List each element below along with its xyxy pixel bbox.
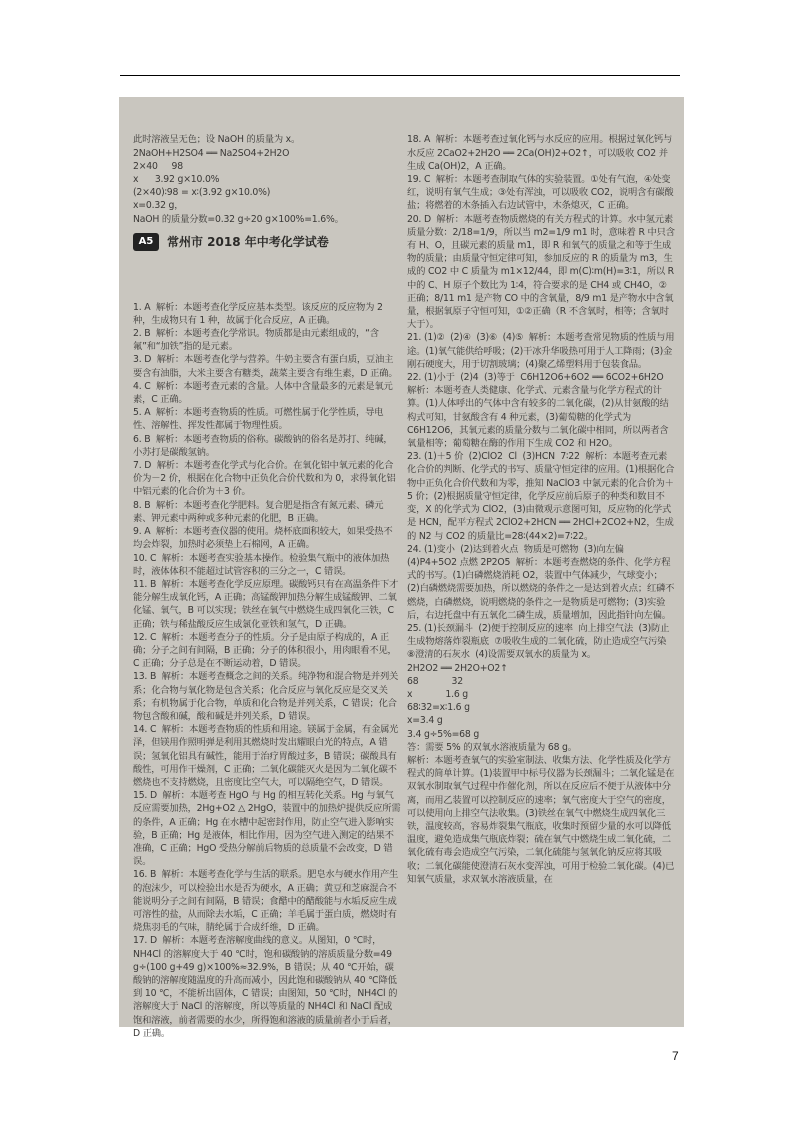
section-title: 常州市 2018 年中考化学试卷: [167, 235, 329, 249]
left-column-answers: 1. A 解析：本题考查化学反应基本类型。该反应的反应物为 2 种，生成物只有 1 种，故属于化合反应，A 正确。 2. B 解析：本题考查化学常识。物质都是由元素组成的，“含氟”和“加铁”指的是元素。 3. D 解析：本题考查化学与营养。牛奶主要含有蛋白质，豆油主要含有油脂，大米主要含有糖类，蔬菜主要含有维生素，D 正确。 4. C 解析：本题考查元素的含量。人体中含量最多的元素是氧元素，C 正确。 5. A 解析：本题考查物质的性质。可燃性属于化学性质，导电性、溶解性、挥发性都属于物理性质。 6. B 解析：本题考查物质的俗称。碳酸钠的俗名是苏打、纯碱，小苏打是碳酸氢钠。 7. D 解析：本题考查化学式与化合价。在氧化铝中氧元素的化合价为－2 价，根据在化合物中正负化合价代数和为 0，求得氧化铝中铝元素的化合价为＋3 价。 8. B 解析：本题考查化学肥料。复合肥是指含有氮元素、磷元素、钾元素中两种或多种元素的化肥，B 正确。 9. A 解析：本题考查仪器的使用。烧杯底面积较大，如果受热不均会炸裂，加热时必须垫上石棉网，A 正确。 10. C 解析：本题考查实验基本操作。检验集气瓶中的液体加热时，液体体积不能超过试管容积的三分之一，C 错误。 11. B 解析：本题考查化学反应原理。碳酸钙只有在高温条件下才能分解生成氧化钙，A 正确；高锰酸钾加热分解生成锰酸钾、二氧化锰、氧气，B 可以实现；铁丝在氧气中燃烧生成四氧化三铁，C 正确；铁与稀盐酸反应生成氯化亚铁和氢气，D 正确。 12. C 解析：本题考查分子的性质。分子是由原子构成的，A 正确；分子之间有间隔，B 正确；分子的体积很小，用肉眼看不见，C 正确；分子总是在不断运动着，D 错误。 13. B 解析：本题考查概念之间的关系。纯净物和混合物是并列关系；化合物与氧化物是包含关系；化合反应与氧化反应是交叉关系；有机物属于化合物，单质和化合物是并列关系，C 错误；化合物包含酸和碱，酸和碱是并列关系，D 错误。 14. C 解析：本题考查物质的性质和用途。镁属于金属，有金属光泽，但镁用作照明弹是利用其燃烧时发出耀眼白光的特点，A 错误；氢氧化铝具有碱性，能用于治疗胃酸过多，B 错误；碳酸具有酸性，可用作干燥剂，C 正确；二氧化碳能灭火是因为二氧化碳不燃烧也不支持燃烧，且密度比空气大，可以隔绝空气，D 错误。 15. D 解析：本题考查 HgO 与 Hg 的相互转化关系。Hg 与氧气反应需要加热，2Hg+O2 △ 2HgO，装置中的加热炉提供反应所需的条件，A 正确；Hg 在水槽中起密封作用，防止空气进入影响实验，B 正确；Hg 是液体，相比作用，因为空气进入测定的结果不准确，C 正确；HgO 受热分解前后物质的总质量不会改变，D 错误。 16. B 解析：本题考查化学与生活的联系。肥皂水与硬水作用产生的泡沫少，可以检验出水是否为硬水，A 正确；黄豆和芝麻混合不能说明分子之间有间隔，B 错误；食醋中的醋酸能与水垢反应生成可溶性的盐，从而除去水垢，C 正确；羊毛属于蛋白质，燃烧时有烧焦羽毛的气味，腈纶属于合成纤维，D 正确。 17. D 解析：本题考查溶解度曲线的意义。从图知，0 ℃时，NH4Cl 的溶解度大于 40 ℃时，饱和碳酸钠的溶质质量分数=49 g÷(100 g+49 g)×100%≈32.9%，B 错误；从 40 ℃开始，碳酸钠的溶解度随温度的升高而减小，因此饱和碳酸钠从 40 ℃降低到 10 ℃，不能析出固体，C 错误；由图知，50 ℃时，NH4Cl 的溶解度大于 NaCl 的溶解度，所以等质量的 NH4Cl 和 NaCl 配成饱和溶液，前者需要的水少，所得饱和溶液的质量前者小于后者，D 正确。: [133, 301, 401, 1039]
page-number: 7: [672, 1049, 679, 1063]
header-rule: [120, 75, 680, 76]
section-header: [133, 233, 383, 253]
left-column-top-text: 此时溶液呈无色；设 NaOH 的质量为 x。 2NaOH+H2SO4 ══ Na2SO4+2H2O 2×40 98 x 3.92 g×10.0% (2×40)∶98 = x∶(3.92 g×10.0%) x=0.32 g， NaOH 的质量分数=0.32 g÷20 g×100%=1.6%。: [133, 134, 344, 225]
right-column-answers: 18. A 解析：本题考查过氧化钙与水反应的应用。根据过氧化钙与水反应 2CaO2+2H2O ══ 2Ca(OH)2+O2↑，可以吸收 CO2 并生成 Ca(OH)2，A 正确。 19. C 解析：本题考查制取气体的实验装置。①处有气泡，④处变红，说明有氧气生成；③处有浑浊，可以吸收 CO2，说明含有碳酸盐；将燃着的木条插入右边试管中，木条熄灭，C 正确。 20. D 解析：本题考查物质燃烧的有关方程式的计算。水中氢元素质量分数：2/18=1/9，所以当 m2=1/9 m1 时，意味着 R 中只含有 H、O，且碳元素的质量 m1，即 R 和氧气的质量之和等于生成物的质量；由质量守恒定律可知，参加反应的 R 的质量为 m3，生成的 CO2 中 C 质量为 m1×12/44，即 m(C)∶m(H)=3∶1，所以 R 中的 C、H 原子个数比为 1∶4，符合要求的是 CH4 或 CH4O，②正确；8/11 m1 是产物 CO 中的含氧量，8/9 m1 是产物水中含氧量，根据氧原子守恒可知，①②正确（R 不含氧时，相等；含氧时大于）。 21. (1)② (2)④ (3)⑥ (4)⑤ 解析：本题考查常见物质的性质与用途。(1)氧气能供给呼吸；(2)干冰升华吸热可用于人工降雨；(3)金刚石硬度大，用于切割玻璃；(4)聚乙烯塑料用于包装食品。 22. (1)小于 (2)4 (3)等于 C6H12O6+6O2 ══ 6CO2+6H2O 解析：本题考查人类健康、化学式、元素含量与化学方程式的计算。(1)人体呼出的气体中含有较多的二氧化碳，(2)从甘氨酸的结构式可知，甘氨酸含有 4 种元素，(3)葡萄糖的化学式为 C6H12O6，其氧元素的质量分数与二氧化碳中相同，所以两者含氧量相等；葡萄糖在酶的作用下生成 CO2 和 H2O。 23. (1)＋5 价 (2)ClO2 Cl (3)HCN 7∶22 解析：本题考查元素化合价的判断、化学式的书写、质量守恒定律的应用。(1)根据化合物中正负化合价代数和为零，推知 NaClO3 中氯元素的化合价为＋5 价；(2)根据质量守恒定律，化学反应前后原子的种类和数目不变，X 的化学式为 ClO2，(3)由微观示意图可知，反应物的化学式是 HCN，配平方程式 2ClO2+2HCN ══ 2HCl+2CO2+N2，生成的 N2 与 CO2 的质量比=28∶(44×2)=7∶22。 24. (1)变小 (2)达到着火点 物质是可燃物 (3)向左偏 (4)P4+5O2 点燃 2P2O5 解析：本题考查燃烧的条件、化学方程式的书写。(1)白磷燃烧消耗 O2，装置中气体减少，气球变小；(2)白磷燃烧需要加热，所以燃烧的条件之一是达到着火点；红磷不燃烧，白磷燃烧，说明燃烧的条件之一是物质是可燃物；(3)实验后，右边托盘中有五氧化二磷生成，质量增加，因此指针向左偏。 25. (1)长颈漏斗 (2)便于控制反应的速率 向上排空气法 (3)防止生成物熔落炸裂瓶底 ⑦吸收生成的二氧化硫，防止造成空气污染 ⑧澄清的石灰水 (4)设需要双氧水的质量为 x。 2H2O2 ══ 2H2O+O2↑ 68 32 x 1.6 g 68∶32=x∶1.6 g x=3.4 g 3.4 g÷5%=68 g 答：需要 5% 的双氧水溶液质量为 68 g。 解析：本题考查氧气的实验室制法、收集方法、化学性质及化学方程式的简单计算。(1)装置甲中标号仪器为长颈漏斗；二氧化锰是在双氧水制取氧气过程中作催化剂，所以在反应后不便于从液体中分离，而用乙装置可以控制反应的速率；氧气密度大于空气的密度，可以使用向上排空气法收集。(3)铁丝在氧气中燃烧生成四氧化三铁，温度较高，容易炸裂集气瓶底，收集时预留少量的水可以降低温度，避免造成集气瓶底炸裂；硫在氧气中燃烧生成二氧化硫，二氧化硫有毒会造成空气污染，二氧化硫能与氢氧化钠反应将其吸收；二氧化碳能使澄清石灰水变浑浊，可用于检验二氧化碳。(4)已知氧气质量，求双氧水溶液质量，在: [407, 134, 675, 885]
scanned-page-photo: [119, 97, 684, 1039]
right-column: [407, 107, 675, 1017]
section-badge: A5: [133, 233, 159, 251]
